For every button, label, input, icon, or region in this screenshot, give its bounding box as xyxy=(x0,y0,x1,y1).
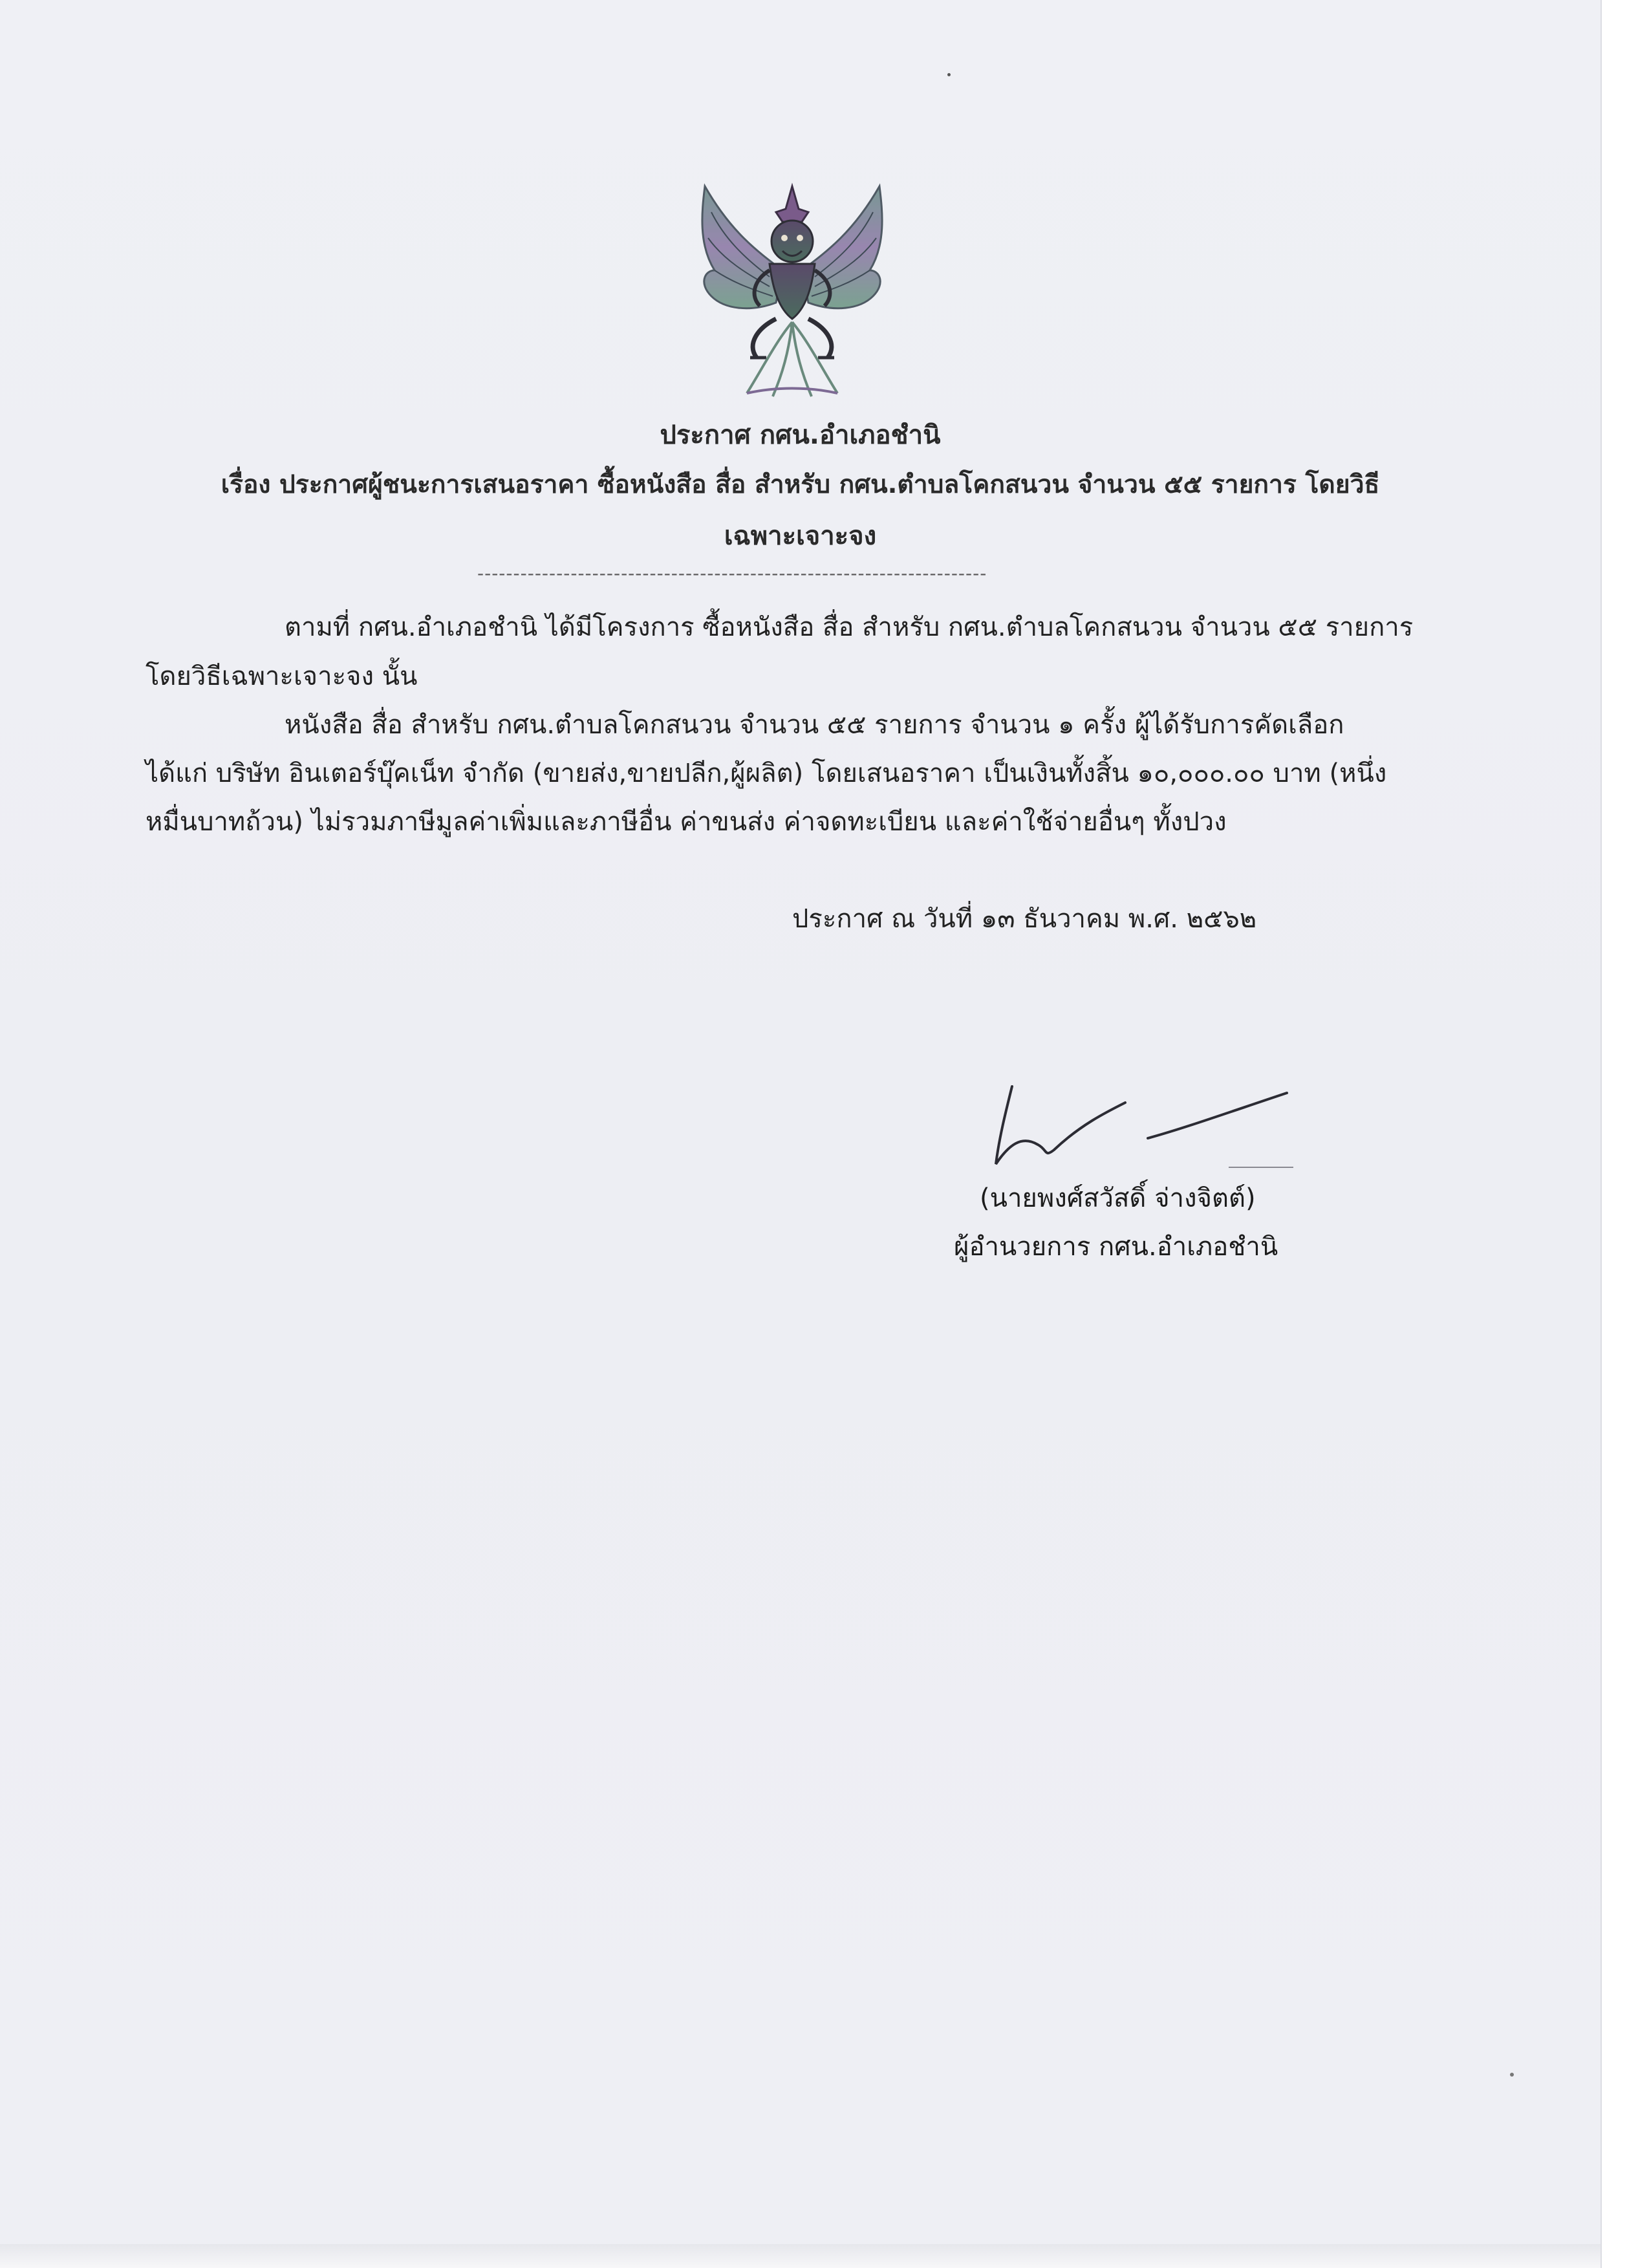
scan-speck xyxy=(947,73,951,76)
handwritten-signature-icon xyxy=(983,1074,1293,1177)
announcement-title: ประกาศ กศน.อำเภอชำนิ xyxy=(660,420,941,450)
body-paragraph-1-line-1: ตามที่ กศน.อำเภอชำนิ ได้มีโครงการ ซื้อหนังสือ สื่อ สำหรับ กศน.ตำบลโคกสนวน จำนวน ๕๕ รายการ xyxy=(285,612,1414,642)
announcement-subject-cont: เฉพาะเจาะจง xyxy=(724,521,877,551)
signatory-name: (นายพงศ์สวัสดิ์ จ่างจิตต์) xyxy=(980,1183,1256,1213)
body-paragraph-1-line-2: โดยวิธีเฉพาะเจาะจง นั้น xyxy=(146,662,418,691)
announcement-date: ประกาศ ณ วันที่ ๑๓ ธันวาคม พ.ศ. ๒๕๖๒ xyxy=(792,904,1257,934)
page-bottom-margin xyxy=(0,2244,1600,2268)
body-paragraph-2-line-1: หนังสือ สื่อ สำหรับ กศน.ตำบลโคกสนวน จำนวน ๕๕ รายการ จำนวน ๑ ครั้ง ผู้ได้รับการคัดเลือก xyxy=(285,710,1344,740)
garuda-emblem-icon xyxy=(685,173,899,406)
body-paragraph-2-line-2: ได้แก่ บริษัท อินเตอร์บุ๊คเน็ท จำกัด (ขายส่ง,ขายปลีก,ผู้ผลิต) โดยเสนอราคา เป็นเงินทั้งสิ้น ๑๐,๐๐๐.๐๐ บาท (หนึ่ง xyxy=(146,759,1387,788)
body-paragraph-2-line-3: หมื่นบาทถ้วน) ไม่รวมภาษีมูลค่าเพิ่มและภาษีอื่น ค่าขนส่ง ค่าจดทะเบียน และค่าใช้จ่ายอื่นๆ ทั้งปวง xyxy=(146,807,1227,837)
scan-speck xyxy=(1510,2073,1514,2077)
divider-line: ----------------------------------------------------------------------- xyxy=(477,563,987,584)
signatory-position: ผู้อำนวยการ กศน.อำเภอชำนิ xyxy=(954,1232,1278,1262)
announcement-subject: เรื่อง ประกาศผู้ชนะการเสนอราคา ซื้อหนังสือ สื่อ สำหรับ กศน.ตำบลโคกสนวน จำนวน ๕๕ รายการ โดยวิธี xyxy=(221,470,1380,499)
page-right-margin xyxy=(1600,0,1649,2268)
